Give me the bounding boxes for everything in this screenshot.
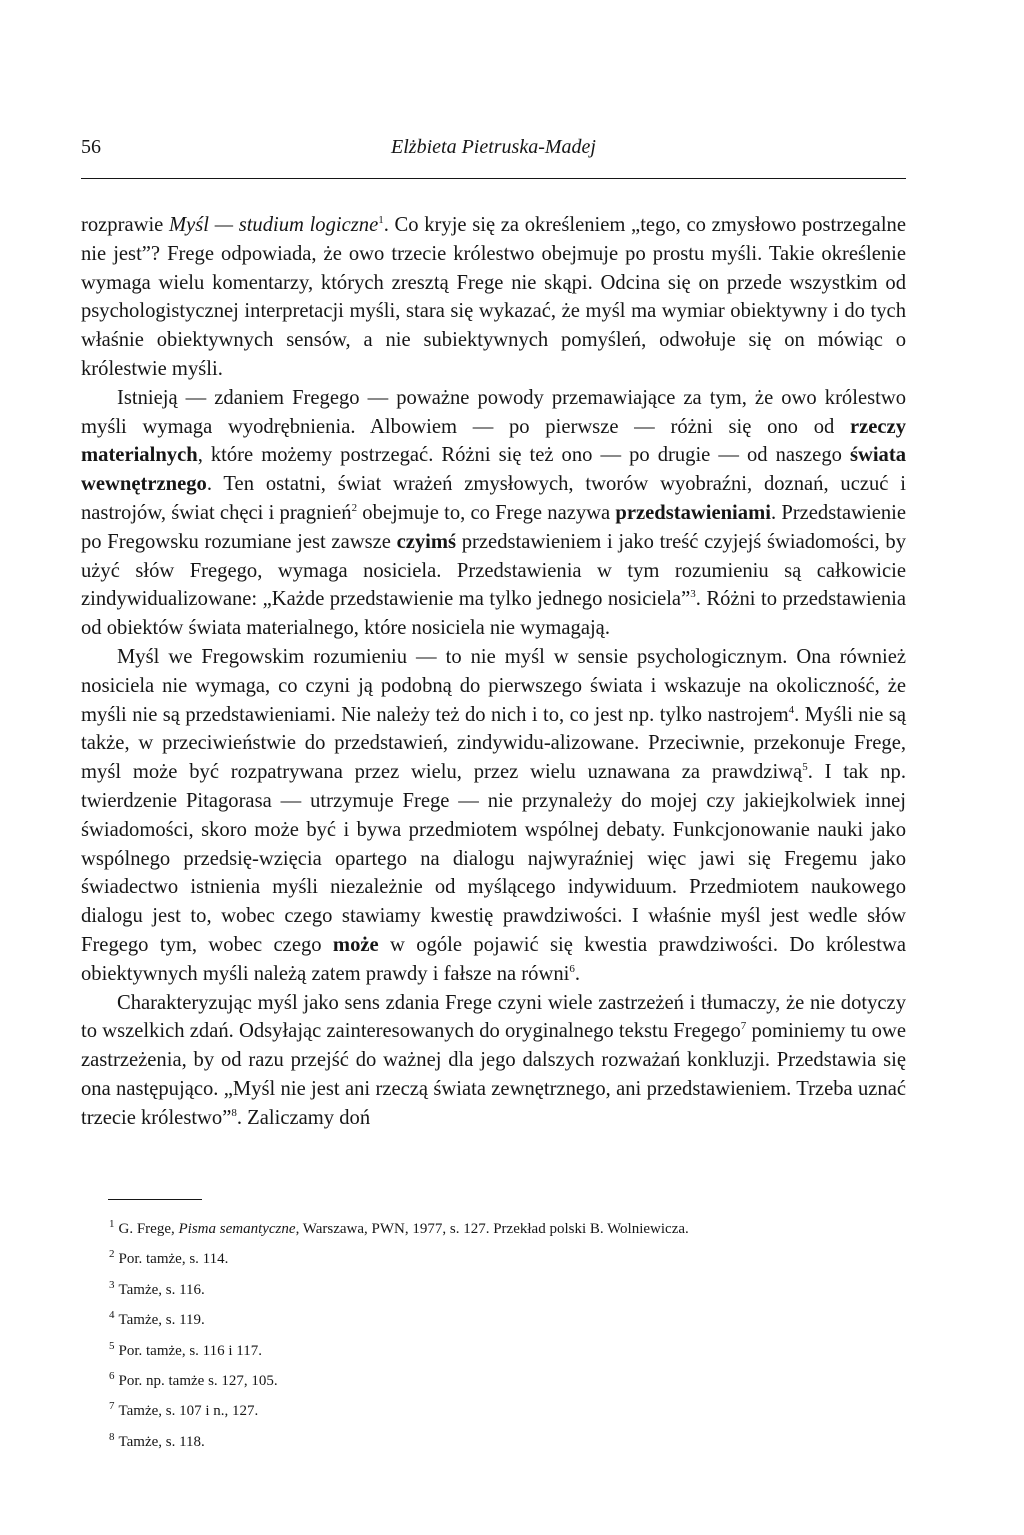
footnote-number: 7 (109, 1400, 115, 1413)
paragraph (81, 384, 906, 643)
footnote-number: 8 (109, 1430, 115, 1443)
text-run: Por. tamże, s. 116 i 117. (118, 1342, 262, 1359)
text-run: . Co kryje się za określeniem „tego, co zmysłowo postrzegalne nie jest”? Frege odpowiada, że owo trzecie królestwo obejmuje po prostu myśli. Takie określenie wymaga wielu komentarzy, których zresztą Frege nie skąpi. Odcina się on przede wszystkim od psychologistycznej interpretacji myśli, stara się wykazać, że myśl ma wymiar obiektywny i do tych właśnie obiektywnych sensów, a nie subiektywnych pomyśleń, odwołuje się on mówiąc o królestwie myśli. (81, 214, 906, 380)
text-run: , Warszawa, PWN, 1977, s. 127. Przekład polski B. Wolniewicza. (295, 1221, 689, 1237)
text-run: . Myśli nie są także, w przeciwieństwie do przedstawień, zindywidu-alizowane. Przeciwnie, przekonuje Frege, myśl może być rozpatrywana przez wielu, przez wielu uznawana za prawdziwą (81, 703, 906, 784)
text-run: w ogóle pojawić się kwestia prawdziwości. Do królestwa obiektywnych myśli należą zatem prawdy i fałsze na równi (81, 933, 906, 985)
text-run: . Ten ostatni, świat wrażeń zmysłowych, tworów wyobraźni, doznań, uczuć i nastrojów, świat chęci i pragnień (81, 473, 906, 524)
text-run: , które możemy postrzegać. Różni się też ono — po drugie — od naszego (197, 444, 850, 467)
footnote-item (109, 1425, 689, 1455)
footnote-separator (108, 1199, 202, 1200)
footnote-ref: 6 (569, 962, 575, 975)
italic-title: Myśl — studium logiczne (169, 214, 379, 236)
footnote-item (109, 1394, 689, 1424)
footnote-ref: 3 (690, 588, 696, 601)
footnote-ref: 5 (802, 761, 808, 774)
text-run: Por. np. tamże s. 127, 105. (118, 1373, 278, 1390)
header-rule (81, 178, 906, 179)
bold-term: świata wewnętrznego (81, 444, 906, 496)
footnote-item (109, 1303, 689, 1333)
text-run: Por. tamże, s. 114. (118, 1251, 229, 1268)
bold-term: rzeczy materialnych (81, 415, 906, 467)
footnote-item (109, 1212, 689, 1242)
bold-term: czyimś (396, 530, 457, 553)
footnote-number: 2 (109, 1248, 115, 1261)
page-number: 56 (81, 136, 101, 158)
footnote-ref: 7 (740, 1020, 747, 1033)
page-header (81, 136, 906, 166)
footnote-ref: 2 (351, 502, 358, 515)
footnote-item (109, 1273, 689, 1303)
footnote-number: 6 (109, 1370, 115, 1383)
text-run: rozprawie (81, 214, 169, 236)
text-run: obejmuje to, co Frege nazywa (357, 501, 616, 524)
text-run: Tamże, s. 119. (118, 1312, 205, 1329)
footnote-number: 5 (109, 1339, 115, 1352)
footnote-number: 3 (109, 1278, 115, 1291)
paragraph (81, 989, 906, 1133)
italic-title: Pisma semantyczne (178, 1221, 296, 1237)
paragraph (81, 211, 906, 384)
footnote-item (109, 1364, 689, 1394)
bold-term: może (332, 933, 379, 956)
footnote-item (109, 1334, 689, 1364)
running-head-author: Elżbieta Pietruska-Madej (391, 136, 596, 158)
footnote-ref: 1 (378, 214, 384, 227)
text-run: Istnieją — zdaniem Fregego — poważne powody przemawiające za tym, że owo królestwo myśli wymaga wyodrębnienia. Albowiem — po pierwsze — różni się ono od (81, 386, 906, 438)
footnote-item (109, 1242, 689, 1272)
text-run: Charakteryzując myśl jako sens zdania Frege czyni wiele zastrzeżeń i tłumaczy, że nie dotyczy to wszelkich zdań. Odsyłając zainteresowanych do oryginalnego tekstu Fregego (81, 991, 906, 1043)
text-run: Tamże, s. 116. (118, 1281, 205, 1298)
text-run: . Różni to przedstawienia od obiektów świata materialnego, które nosiciela nie wymagają. (81, 588, 906, 640)
text-run: pominiemy tu owe zastrzeżenia, by od razu przejść do ważnej dla jego dalszych rozważań konkluzji. Przedstawia się ona następująco. „Myśl nie jest ani rzeczą świata zewnętrznego, ani przedstawieniem. Trzeba uznać trzecie królestwo” (81, 1020, 906, 1129)
text-run: . (574, 962, 581, 985)
footnote-ref: 4 (788, 703, 795, 716)
paragraph (81, 643, 906, 989)
text-run: G. Frege, (118, 1221, 179, 1237)
text-run: Tamże, s. 118. (118, 1433, 205, 1450)
text-run: . Zaliczamy doń (236, 1106, 371, 1129)
footnote-number: 4 (109, 1309, 115, 1322)
text-run: przedstawieniem i jako treść czyjejś świadomości, by użyć słów Fregego, wymaga nosiciela. Przedstawienia w tym rozumieniu są całkowicie zindywidualizowane: „Każde przedstawienie ma tylko jednego nosiciela” (81, 530, 906, 611)
text-run: Myśl we Fregowskim rozumieniu — to nie myśl w sensie psychologicznym. Ona również nosiciela nie wymaga, co czyni ją podobną do pierwszego świata i wskazuje na okoliczność, że myśli nie są przedstawieniami. Nie należy też do nich i to, co jest np. tylko nastrojem (81, 645, 906, 726)
bold-term: przedstawieniami (615, 501, 771, 524)
text-run: . Przedstawienie po Fregowsku rozumiane jest zawsze (81, 501, 906, 553)
text-run: . I tak np. twierdzenie Pitagorasa — utrzymuje Frege — nie przynależy do mojej czy jakiejkolwiek innej świadomości, skoro może być i bywa przedmiotem wspólnej debaty. Funkcjonowanie nauki jako wspólnego przedsię-wzięcia opartego na dialogu najwyraźniej więc jawi się Fregemu jako świadectwo istnienia myśli niezależnie od myślącego indywiduum. Przedmiotem naukowego dialogu jest to, wobec czego stawiamy kwestię prawdziwości. I właśnie myśl jest wedle słów Fregego tym, wobec czego (81, 761, 906, 956)
main-text (81, 211, 906, 1133)
text-run: Tamże, s. 107 i n., 127. (118, 1403, 259, 1420)
footnotes (109, 1212, 689, 1455)
footnote-ref: 8 (231, 1106, 237, 1119)
footnote-number: 1 (109, 1218, 115, 1230)
